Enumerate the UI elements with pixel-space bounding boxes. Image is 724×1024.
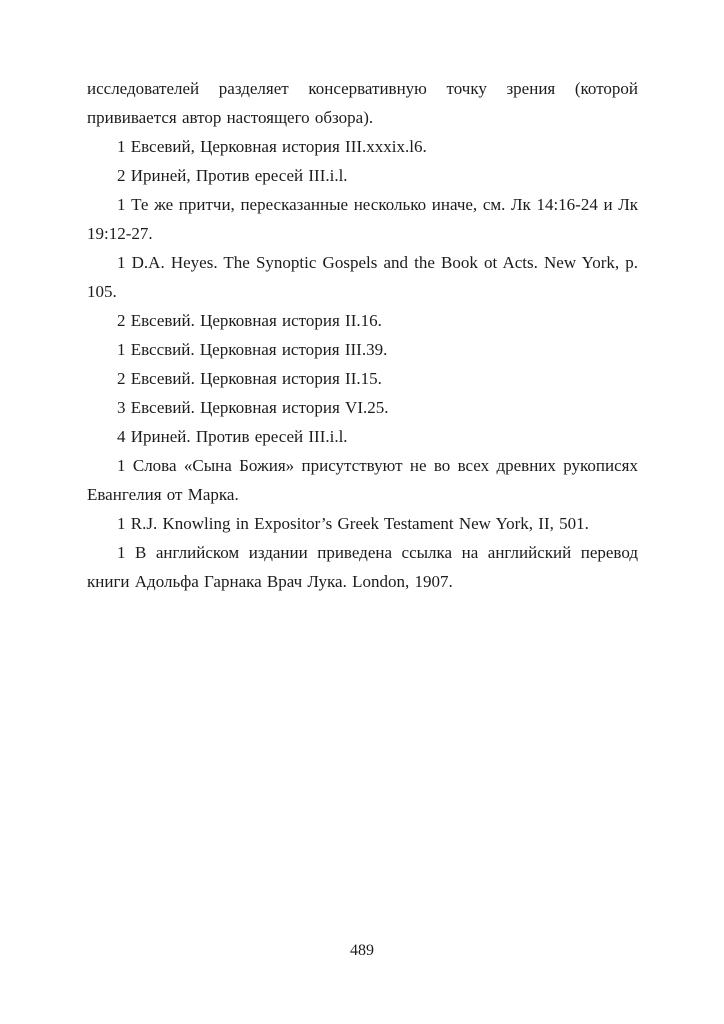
footnote-paragraph: 2 Евсевий. Церковная история II.15.: [117, 369, 382, 388]
footnote-paragraph: 1 D.A. Heyes. The Synoptic Gospels and the Book ot Acts. New York, p. 105.: [87, 253, 638, 301]
footnote-paragraph: 2 Евсевий. Церковная история II.16.: [117, 311, 382, 330]
footnote-paragraph: 2 Ириней, Против ересей III.i.l.: [117, 166, 348, 185]
footnote-paragraph: 1 R.J. Knowling in Expositor’s Greek Testament New York, II, 501.: [117, 514, 589, 533]
footnote-paragraph: 4 Ириней. Против ересей III.i.l.: [117, 427, 348, 446]
footnote-paragraph: 3 Евсевий. Церковная история VI.25.: [117, 398, 389, 417]
text-block: [87, 74, 638, 596]
paragraph-continuation: исследователей разделяет консервативную точку зрения (которой прививается автор настоящего обзора).: [87, 79, 638, 127]
footnote-paragraph: 1 Евсевий, Церковная история III.xxxix.l6.: [117, 137, 427, 156]
page-number: 489: [350, 942, 374, 959]
footnote-paragraph: 1 Те же притчи, пересказанные несколько иначе, см. Лк 14:16-24 и Лк 19:12-27.: [87, 195, 638, 243]
footnote-paragraph: 1 Евссвий. Церковная история III.39.: [117, 340, 388, 359]
footnote-paragraph: 1 В английском издании приведена ссылка на английский перевод книги Адольфа Гарнака Врач Лука. London, 1907.: [87, 543, 638, 591]
footnote-paragraph: 1 Слова «Сына Божия» присутствуют не во всех древних рукописях Евангелия от Марка.: [87, 456, 638, 504]
